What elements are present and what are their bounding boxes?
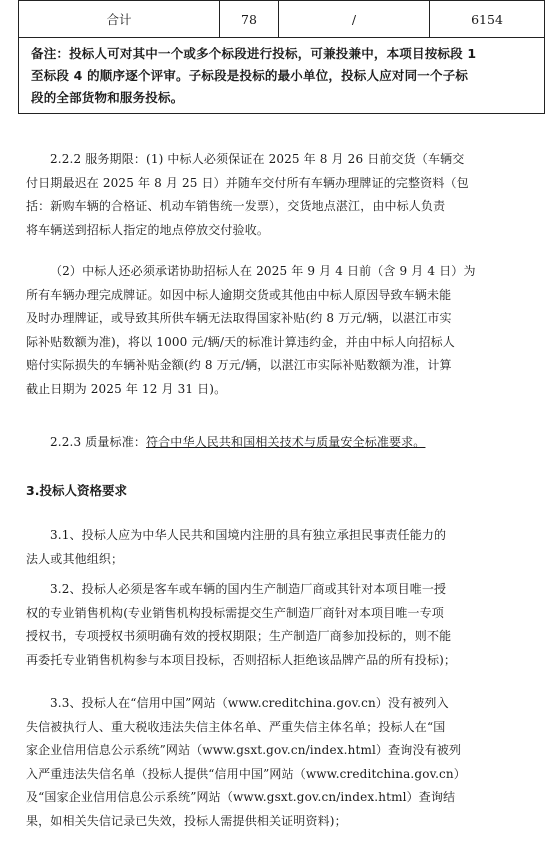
text-line: 入严重违法失信名单（投标人提供“信用中国”网站（www.creditchina.gov.cn） bbox=[26, 766, 466, 781]
text-line: 再委托专业销售机构参与本项目投标，否则招标人拒绝该品牌产品的所有投标)； bbox=[26, 652, 457, 667]
total-row bbox=[19, 1, 545, 38]
text-line: 法人或其他组织； bbox=[26, 551, 124, 566]
text-line: 赔付实际损失的车辆补贴金额(约 8 万元/辆，以湛江市实际补贴数额为准，计算 bbox=[26, 358, 452, 373]
text-line: 截止日期为 2025 年 12 月 31 日)。 bbox=[26, 381, 227, 396]
text-line: 3.1、投标人应为中华人民共和国境内注册的具有独立承担民事责任能力的 bbox=[50, 528, 447, 542]
note-row bbox=[19, 38, 545, 114]
text-line: 3.3、投标人在“信用中国”网站（www.creditchina.gov.cn）没有被列入 bbox=[50, 696, 449, 710]
text-line: 括：新购车辆的合格证、机动车销售统一发票），交货地点湛江，由中标人负责 bbox=[26, 199, 446, 214]
paragraph-2-2-3 bbox=[26, 431, 536, 455]
text-line: 所有车辆办理完成牌证。如因中标人逾期交货或其他由中标人原因导致车辆未能 bbox=[26, 287, 452, 302]
quality-label: 2.2.3 质量标准： bbox=[50, 435, 146, 449]
total-amount-cell: 6154 bbox=[430, 1, 545, 38]
paragraph-2-2-2-b bbox=[26, 260, 536, 402]
summary-table bbox=[18, 0, 545, 114]
text-line: 将车辆送到招标人指定的地点停放交付验收。 bbox=[26, 222, 270, 237]
text-line: 付日期最迟在 2025 年 8 月 25 日）并随车交付所有车辆办理牌证的完整资料（包 bbox=[26, 175, 469, 190]
total-slash-cell: / bbox=[279, 1, 430, 38]
text-line: 家企业信用信息公示系统”网站（www.gsxt.gov.cn/index.html）查询没有被列 bbox=[26, 743, 462, 758]
text-line: 授权书，专项授权书须明确有效的授权期限；生产制造厂商参加投标的，则不能 bbox=[26, 629, 452, 644]
note-line: 备注：投标人可对其中一个或多个标段进行投标，可兼投兼中，本项目按标段 1 bbox=[31, 46, 477, 61]
text-line: 际补贴数额为准)，将以 1000 元/辆/天的标准计算违约金，并由中标人向招标人 bbox=[26, 334, 455, 349]
total-label-cell: 合计 bbox=[19, 1, 220, 38]
note-cell bbox=[19, 38, 545, 114]
quality-standard-text: 符合中华人民共和国相关技术与质量安全标准要求。 bbox=[146, 435, 426, 449]
paragraph-3-2 bbox=[26, 578, 536, 672]
text-line: 及“国家企业信用信息公示系统”网站（www.gsxt.gov.cn/index.html）查询结 bbox=[26, 790, 456, 805]
paragraph-3-1 bbox=[26, 524, 536, 571]
text-line: 果，如相关失信记录已失效，投标人需提供相关证明资料)； bbox=[26, 813, 347, 828]
text-line: 失信被执行人、重大税收违法失信主体名单、严重失信主体名单；投标人在“国 bbox=[26, 719, 446, 734]
total-qty-cell: 78 bbox=[220, 1, 279, 38]
paragraph-2-2-2 bbox=[26, 148, 536, 242]
text-line: 及时办理牌证，或导致其所供车辆无法取得国家补贴(约 8 万元/辆，以湛江市实 bbox=[26, 311, 452, 326]
text-line: 3.2、投标人必须是客车或车辆的国内生产制造厂商或其针对本项目唯一授 bbox=[50, 582, 447, 596]
text-line: 权的专业销售机构(专业销售机构投标需提交生产制造厂商针对本项目唯一专项 bbox=[26, 605, 444, 620]
note-line: 段的全部货物和服务投标。 bbox=[31, 90, 184, 105]
paragraph-3-3 bbox=[26, 692, 536, 834]
note-line: 至标段 4 的顺序逐个评审。子标段是投标的最小单位，投标人应对同一个子标 bbox=[31, 68, 469, 83]
section-3-title: 3.投标人资格要求 bbox=[26, 483, 127, 498]
text-line: （2）中标人还必须承诺协助招标人在 2025 年 9 月 4 日前（含 9 月 4 日）为 bbox=[50, 264, 476, 278]
text-line: 2.2.2 服务期限：(1) 中标人必须保证在 2025 年 8 月 26 日前交货（车辆交 bbox=[50, 152, 465, 166]
